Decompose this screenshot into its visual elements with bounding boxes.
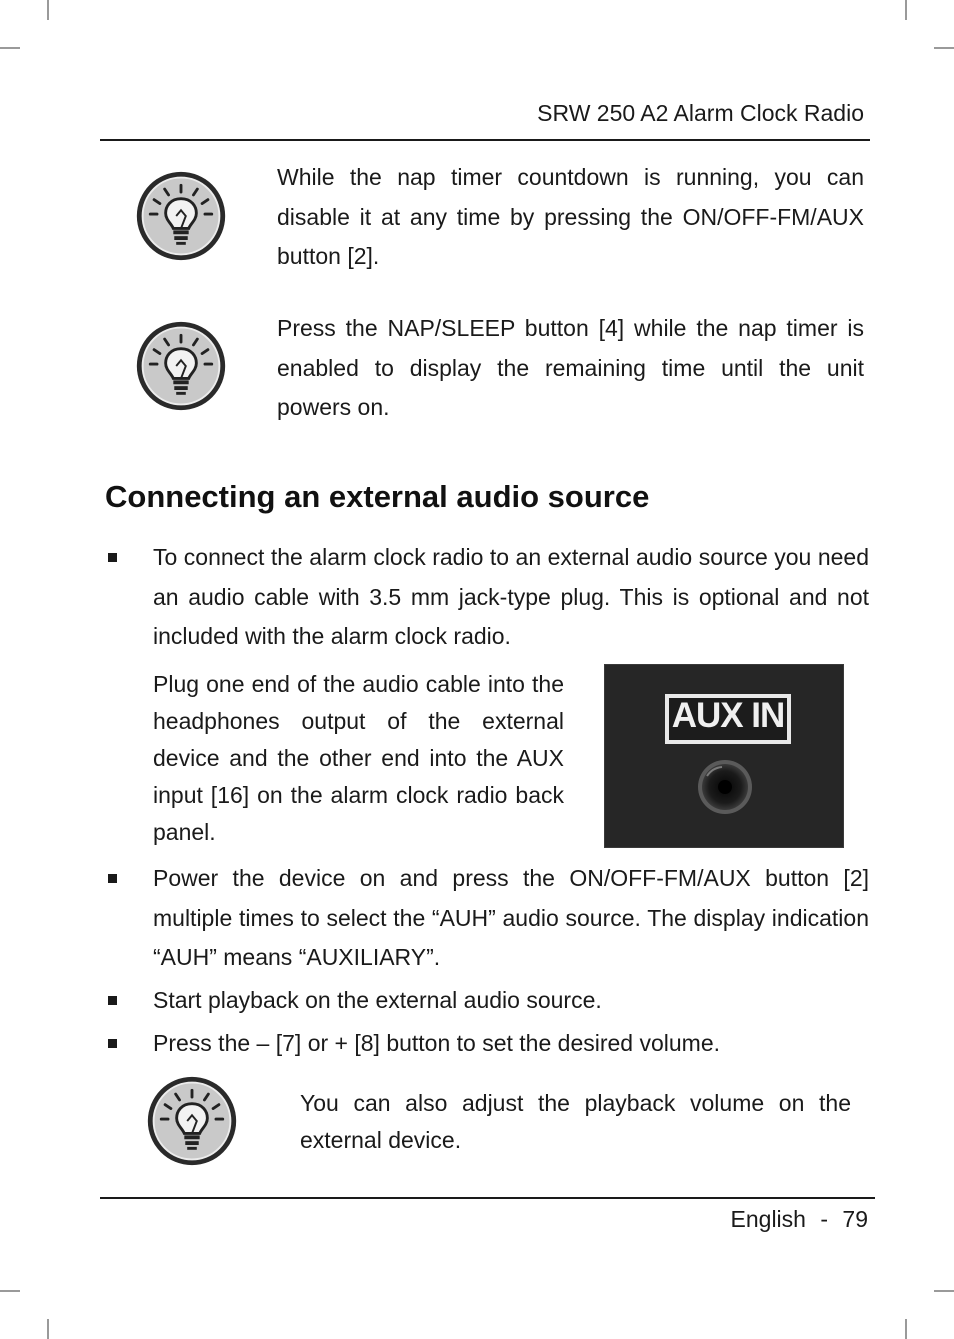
footer-separator: - <box>820 1206 829 1232</box>
crop-mark <box>934 1290 954 1292</box>
bullet-marker <box>108 1039 117 1048</box>
crop-mark <box>905 0 907 20</box>
bullet-marker <box>108 553 117 562</box>
bullet-text-select-aux-source: Power the device on and press the ON/OFF-FM/AUX button [2] multiple times to select the “AUH” audio source. The display indication “AUH” means “AUXILIARY”. <box>153 865 869 970</box>
crop-mark <box>47 1319 49 1339</box>
bullet-text-start-playback: Start playback on the external audio source. <box>153 987 602 1013</box>
bullet-marker <box>108 996 117 1005</box>
crop-mark <box>934 47 954 49</box>
tip-text-nap-timer-disable: While the nap timer countdown is running, you can disable it at any time by pressing the ON/OFF-FM/AUX button [2]. <box>277 164 864 269</box>
lightbulb-tip-icon <box>144 1073 240 1169</box>
crop-mark <box>47 0 49 20</box>
footer-language: English <box>730 1206 806 1232</box>
crop-mark <box>0 47 20 49</box>
document-title: SRW 250 A2 Alarm Clock Radio <box>537 100 864 126</box>
bullet-text-set-volume: Press the – [7] or + [8] button to set the desired volume. <box>153 1030 721 1056</box>
tip-text-nap-sleep-button: Press the NAP/SLEEP button [4] while the nap timer is enabled to display the remaining time until the unit powers on. <box>277 315 864 420</box>
page-footer <box>731 1206 868 1233</box>
bullet-text-audio-cable: To connect the alarm clock radio to an external audio source you need an audio cable with 3.5 mm jack-type plug. This is optional and not included with the alarm clock radio. <box>153 544 869 649</box>
crop-mark <box>0 1290 20 1292</box>
plug-instructions-text: Plug one end of the audio cable into the headphones output of the external device and the other end into the AUX input [16] on the alarm clock radio back panel. <box>153 671 564 845</box>
tip-text-external-volume: You can also adjust the playback volume on the external device. <box>300 1090 851 1153</box>
section-heading: Connecting an external audio source <box>105 479 650 514</box>
lightbulb-tip-icon <box>133 168 229 264</box>
aux-in-label: AUX IN <box>671 696 785 735</box>
header-rule <box>100 139 870 141</box>
bullet-marker <box>108 874 117 883</box>
page-number: 79 <box>842 1206 868 1232</box>
aux-in-jack-image <box>604 664 844 848</box>
crop-mark <box>905 1319 907 1339</box>
footer-rule <box>100 1197 875 1199</box>
lightbulb-tip-icon <box>133 318 229 414</box>
